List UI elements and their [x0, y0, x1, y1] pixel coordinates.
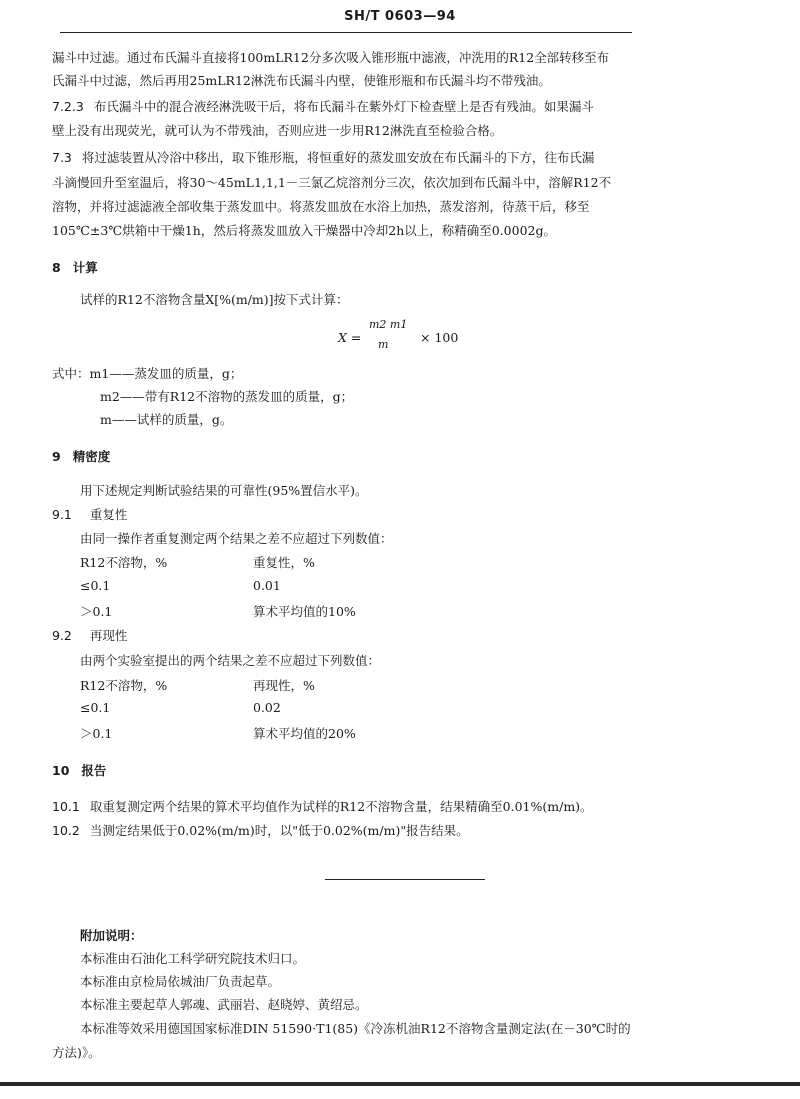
- section-7-3-number: 7.3: [52, 150, 72, 165]
- header-rule: [60, 32, 632, 33]
- section-10-1-number: 10.1: [52, 799, 80, 814]
- note-line-5: 方法)》。: [52, 1045, 101, 1060]
- formula-denominator: m: [378, 338, 389, 351]
- section-9-title: 精密度: [72, 449, 111, 464]
- section-7-3-line-2: 斗滴慢回升至室温后，将30～45mL1,1,1－三氯乙烷溶剂分三次，依次加到布氏漏斗中，溶解R12不: [52, 175, 612, 190]
- repeatability-row-2-left: ＞0.1: [80, 604, 113, 619]
- reproducibility-header-right: 再现性，%: [253, 678, 315, 693]
- section-10-1: [52, 797, 593, 815]
- section-7-2-3-text-1: 布氏漏斗中的混合液经淋洗吸干后，将布氏漏斗在紫外灯下检查壁上是否有残油。如果漏斗: [93, 99, 594, 114]
- notes-title: 附加说明：: [80, 928, 143, 943]
- note-line-1: 本标准由石油化工科学研究院技术归口。: [80, 951, 306, 966]
- section-9-1-description: 由同一操作者重复测定两个结果之差不应超过下列数值：: [80, 531, 393, 546]
- variable-m2: m2——带有R12不溶物的蒸发皿的质量，g；: [100, 389, 354, 404]
- section-9-2-heading: [52, 626, 127, 644]
- where-label: 式中：: [52, 366, 90, 381]
- section-7-3-line-1: [52, 148, 594, 166]
- section-8-heading: [52, 258, 98, 276]
- section-8-intro: 试样的R12不溶物含量X[%(m/m)]按下式计算：: [80, 292, 349, 307]
- section-10-number: 10: [52, 763, 70, 778]
- repeatability-row-2-right: 算术平均值的10%: [253, 604, 356, 619]
- repeatability-header-left: R12不溶物，%: [80, 555, 168, 570]
- section-9-1-number: 9.1: [52, 507, 72, 522]
- variable-m: m——试样的质量，g。: [100, 412, 233, 427]
- note-line-3: 本标准主要起草人郭魂、武丽岩、赵晓婷、黄绍忌。: [80, 997, 368, 1012]
- section-7-3-line-4: 105℃±3℃烘箱中干燥1h，然后将蒸发皿放入干燥器中冷却2h以上，称精确至0.0002g。: [52, 223, 556, 238]
- section-10-title: 报告: [81, 763, 107, 778]
- repeatability-header-row: [80, 553, 167, 571]
- section-9-1-title: 重复性: [89, 507, 128, 522]
- section-10-heading: [52, 761, 106, 779]
- note-line-2: 本标准由京检局依城油厂负责起草。: [80, 974, 281, 989]
- page-footer-rule: [0, 1082, 800, 1086]
- reproducibility-row-2-right: 算术平均值的20%: [253, 726, 356, 741]
- section-8-number: 8: [52, 260, 61, 275]
- section-7-2-3-line-2: 壁上没有出现荧光，就可认为不带残油，否则应进一步用R12淋洗直至检验合格。: [52, 123, 503, 138]
- section-end-rule: [325, 879, 485, 880]
- standard-code-header: SH/T 0603—94: [344, 9, 456, 24]
- reproducibility-row-1-right: 0.02: [253, 700, 281, 715]
- section-7-2-3-number: 7.2.3: [52, 99, 84, 114]
- formula-fraction-bar: [368, 332, 408, 333]
- section-9-2-title: 再现性: [89, 628, 128, 643]
- section-7-3-line-3: 溶物，并将过滤滤液全部收集于蒸发皿中。将蒸发皿放在水浴上加热，蒸发溶剂，待蒸干后，移至: [52, 199, 590, 214]
- section-9-1-heading: [52, 505, 127, 523]
- repeatability-row-1-left: ≤0.1: [80, 578, 111, 593]
- reproducibility-row-1-left: ≤0.1: [80, 700, 111, 715]
- section-7-3-text-1: 将过滤装置从冷浴中移出，取下锥形瓶，将恒重好的蒸发皿安放在布氏漏斗的下方，往布氏漏: [81, 150, 595, 165]
- section-9-2-description: 由两个实验室提出的两个结果之差不应超过下列数值：: [80, 653, 381, 668]
- section-8-title: 计算: [72, 260, 98, 275]
- section-10-1-text: 取重复测定两个结果的算术平均值作为试样的R12不溶物含量，结果精确至0.01%(m/m)。: [89, 799, 593, 814]
- section-9-number: 9: [52, 449, 61, 464]
- section-10-2: [52, 821, 469, 839]
- variable-m1: m1——蒸发皿的质量，g；: [89, 366, 243, 381]
- section-9-heading: [52, 447, 110, 465]
- formula-tail: × 100: [420, 330, 459, 345]
- section-9-intro: 用下述规定判断试验结果的可靠性(95%置信水平)。: [80, 483, 368, 498]
- section-10-2-number: 10.2: [52, 823, 80, 838]
- para-top-line-2: 氏漏斗中过滤，然后再用25mLR12淋洗布氏漏斗内壁，使锥形瓶和布氏漏斗均不带残油。: [52, 73, 551, 88]
- formula-numerator: m2 m1: [369, 318, 408, 331]
- reproducibility-header-left: R12不溶物，%: [80, 678, 168, 693]
- para-top-line-1: 漏斗中过滤。通过布氏漏斗直接将100mLR12分多次吸入锥形瓶中滤液，冲洗用的R12全部转移至布: [52, 50, 610, 65]
- repeatability-header-right: 重复性，%: [253, 555, 315, 570]
- section-7-2-3-line-1: [52, 97, 594, 115]
- formula-lhs: X =: [338, 330, 362, 345]
- section-9-2-number: 9.2: [52, 628, 72, 643]
- where-clause: [52, 364, 242, 382]
- repeatability-row-1-right: 0.01: [253, 578, 281, 593]
- section-10-2-text: 当测定结果低于0.02%(m/m)时，以"低于0.02%(m/m)"报告结果。: [89, 823, 469, 838]
- reproducibility-row-2-left: ＞0.1: [80, 726, 113, 741]
- calculation-formula: [338, 318, 498, 358]
- note-line-4: 本标准等效采用德国国家标准DIN 51590·T1(85)《冷冻机油R12不溶物含量测定法(在－30℃时的: [80, 1021, 631, 1036]
